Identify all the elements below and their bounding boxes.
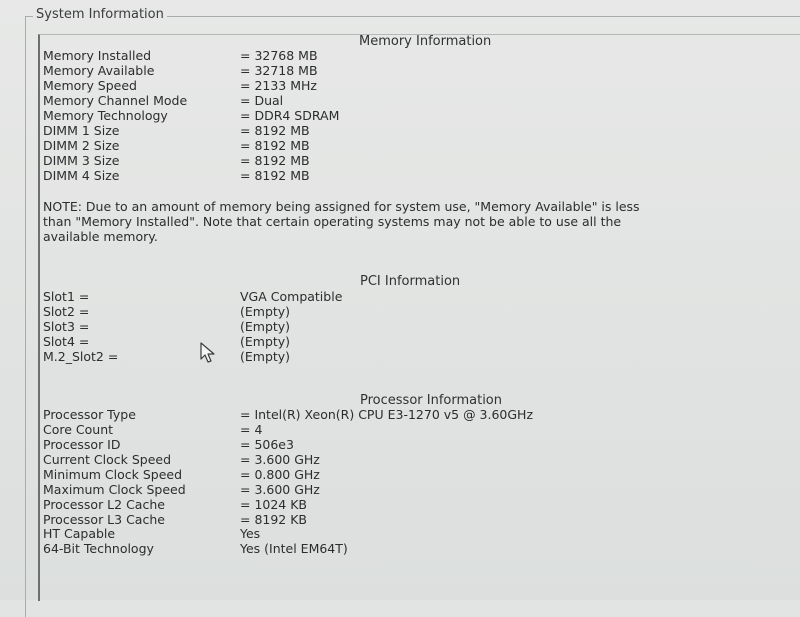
row-label: Slot3 = <box>43 319 90 334</box>
row-value: = 8192 MB <box>240 138 310 153</box>
row-label: HT Capable <box>43 526 116 541</box>
row-label: Slot4 = <box>43 334 90 349</box>
row-value: VGA Compatible <box>240 289 343 304</box>
row-value: = 3.600 GHz <box>240 482 320 497</box>
row-value: = 32768 MB <box>240 48 318 63</box>
row-label: DIMM 2 Size <box>43 138 120 153</box>
row-label: Memory Available <box>43 63 155 78</box>
row-label: Processor ID <box>43 437 121 452</box>
row-value: = 8192 MB <box>240 123 310 138</box>
row-value: (Empty) <box>240 349 291 364</box>
row-label: Processor L2 Cache <box>43 497 165 512</box>
row-label: M.2_Slot2 = <box>43 349 119 364</box>
row-value: = Dual <box>240 93 284 108</box>
row-label: Memory Installed <box>43 48 152 63</box>
row-label: Slot2 = <box>43 304 90 319</box>
mouse-pointer-icon <box>200 342 218 364</box>
memory-note-line: than "Memory Installed". Note that certain operating systems may not be able to use all the <box>43 214 622 229</box>
row-label: DIMM 3 Size <box>43 153 120 168</box>
row-value: Yes (Intel EM64T) <box>240 541 348 556</box>
row-label: Slot1 = <box>43 289 90 304</box>
row-value: = 32718 MB <box>240 63 318 78</box>
row-label: Processor Type <box>43 407 136 422</box>
row-value: = 8192 MB <box>240 168 310 183</box>
row-label: Maximum Clock Speed <box>43 482 186 497</box>
pci-heading: PCI Information <box>360 274 461 289</box>
row-label: DIMM 4 Size <box>43 168 120 183</box>
row-value: (Empty) <box>240 304 291 319</box>
row-label: Current Clock Speed <box>43 452 172 467</box>
row-label: Processor L3 Cache <box>43 512 165 527</box>
row-value: = 1024 KB <box>240 497 308 512</box>
memory-note <box>43 199 743 244</box>
row-value: = 8192 KB <box>240 512 308 527</box>
row-value: = 4 <box>240 422 263 437</box>
row-value: (Empty) <box>240 334 291 349</box>
group-title: System Information <box>33 7 167 22</box>
row-label: DIMM 1 Size <box>43 123 120 138</box>
row-value: (Empty) <box>240 319 291 334</box>
processor-heading: Processor Information <box>360 393 502 408</box>
memory-heading: Memory Information <box>359 34 492 49</box>
row-label: Memory Channel Mode <box>43 93 188 108</box>
row-value: = 8192 MB <box>240 153 310 168</box>
row-value: Yes <box>240 526 261 541</box>
row-label: Memory Technology <box>43 108 168 123</box>
row-value: = DDR4 SDRAM <box>240 108 340 123</box>
memory-note-line: NOTE: Due to an amount of memory being assigned for system use, "Memory Available" is less <box>43 199 640 214</box>
row-value: = 506e3 <box>240 437 294 452</box>
row-value: = 3.600 GHz <box>240 452 320 467</box>
row-label: 64-Bit Technology <box>43 541 154 556</box>
row-value: = Intel(R) Xeon(R) CPU E3-1270 v5 @ 3.60GHz <box>240 407 534 422</box>
row-label: Minimum Clock Speed <box>43 467 183 482</box>
row-value: = 0.800 GHz <box>240 467 320 482</box>
memory-note-line: available memory. <box>43 229 158 244</box>
row-label: Core Count <box>43 422 114 437</box>
row-label: Memory Speed <box>43 78 137 93</box>
row-value: = 2133 MHz <box>240 78 317 93</box>
